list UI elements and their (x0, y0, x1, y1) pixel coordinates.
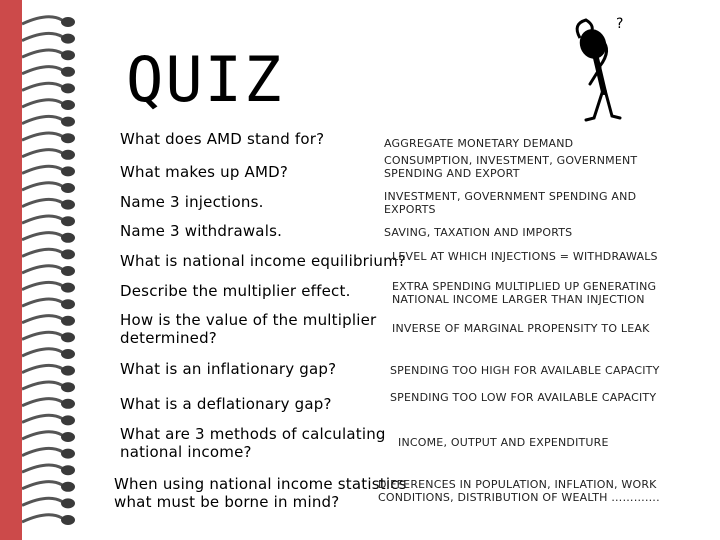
quiz-answer: INVESTMENT, GOVERNMENT SPENDING AND EXPORTS (384, 190, 637, 216)
spiral-ring (22, 17, 75, 27)
spiral-ring (22, 299, 75, 309)
spiral-ring (22, 382, 75, 392)
spiral-ring (22, 83, 75, 93)
spiral-ring (22, 266, 75, 276)
quiz-answer: CONSUMPTION, INVESTMENT, GOVERNMENT SPENDING AND EXPORT (384, 154, 638, 180)
quiz-question: What are 3 methods of calculating national income? (120, 425, 386, 461)
quiz-question: What is an inflationary gap? (120, 360, 337, 378)
quiz-question: Describe the multiplier effect. (120, 282, 351, 300)
spiral-ring (22, 133, 75, 143)
quiz-answer: SPENDING TOO HIGH FOR AVAILABLE CAPACITY (390, 364, 660, 377)
spiral-ring (22, 515, 75, 525)
quiz-answer: SPENDING TOO LOW FOR AVAILABLE CAPACITY (390, 391, 657, 404)
spiral-ring (22, 150, 75, 160)
spiral-ring (22, 448, 75, 458)
page-title: QUIZ (126, 43, 284, 116)
spiral-ring (22, 432, 75, 442)
quiz-answer: AGGREGATE MONETARY DEMAND (384, 137, 574, 150)
quiz-question: Name 3 withdrawals. (120, 222, 283, 240)
quiz-answer: LEVEL AT WHICH INJECTIONS = WITHDRAWALS (392, 250, 658, 263)
spiral-ring (22, 183, 75, 193)
spiral-ring (22, 282, 75, 292)
quiz-answer: SAVING, TAXATION AND IMPORTS (384, 226, 573, 239)
spiral-ring (22, 216, 75, 226)
quiz-question: Name 3 injections. (120, 193, 264, 211)
quiz-question: What is national income equilibrium? (120, 252, 407, 270)
spiral-binding (22, 0, 102, 540)
quiz-question: How is the value of the multiplier determined? (120, 311, 377, 347)
spiral-ring (22, 33, 75, 43)
svg-text:?: ? (616, 16, 624, 32)
spiral-ring (22, 498, 75, 508)
spiral-ring (22, 166, 75, 176)
quiz-question: What makes up AMD? (120, 163, 289, 181)
quiz-question: When using national income statistics what must be borne in mind? (114, 475, 407, 511)
spiral-ring (22, 116, 75, 126)
quiz-answer: INVERSE OF MARGINAL PROPENSITY TO LEAK (392, 322, 650, 335)
slide-card (22, 0, 720, 540)
spiral-ring (22, 399, 75, 409)
spiral-ring (22, 482, 75, 492)
spiral-ring (22, 465, 75, 475)
spiral-ring (22, 415, 75, 425)
quiz-answer: DIFFERENCES IN POPULATION, INFLATION, WORK CONDITIONS, DISTRIBUTION OF WEALTH …………. (378, 478, 660, 504)
spiral-ring (22, 199, 75, 209)
spiral-ring (22, 365, 75, 375)
spiral-ring (22, 67, 75, 77)
quiz-answer: INCOME, OUTPUT AND EXPENDITURE (398, 436, 609, 449)
spiral-ring (22, 233, 75, 243)
spiral-ring (22, 349, 75, 359)
thinking-stick-figure-icon (560, 10, 640, 130)
spiral-ring (22, 316, 75, 326)
spiral-ring (22, 100, 75, 110)
spiral-ring (22, 249, 75, 259)
spiral-ring (22, 332, 75, 342)
spiral-ring (22, 50, 75, 60)
quiz-question: What is a deflationary gap? (120, 395, 332, 413)
quiz-question: What does AMD stand for? (120, 130, 325, 148)
quiz-answer: EXTRA SPENDING MULTIPLIED UP GENERATING NATIONAL INCOME LARGER THAN INJECTION (392, 280, 657, 306)
